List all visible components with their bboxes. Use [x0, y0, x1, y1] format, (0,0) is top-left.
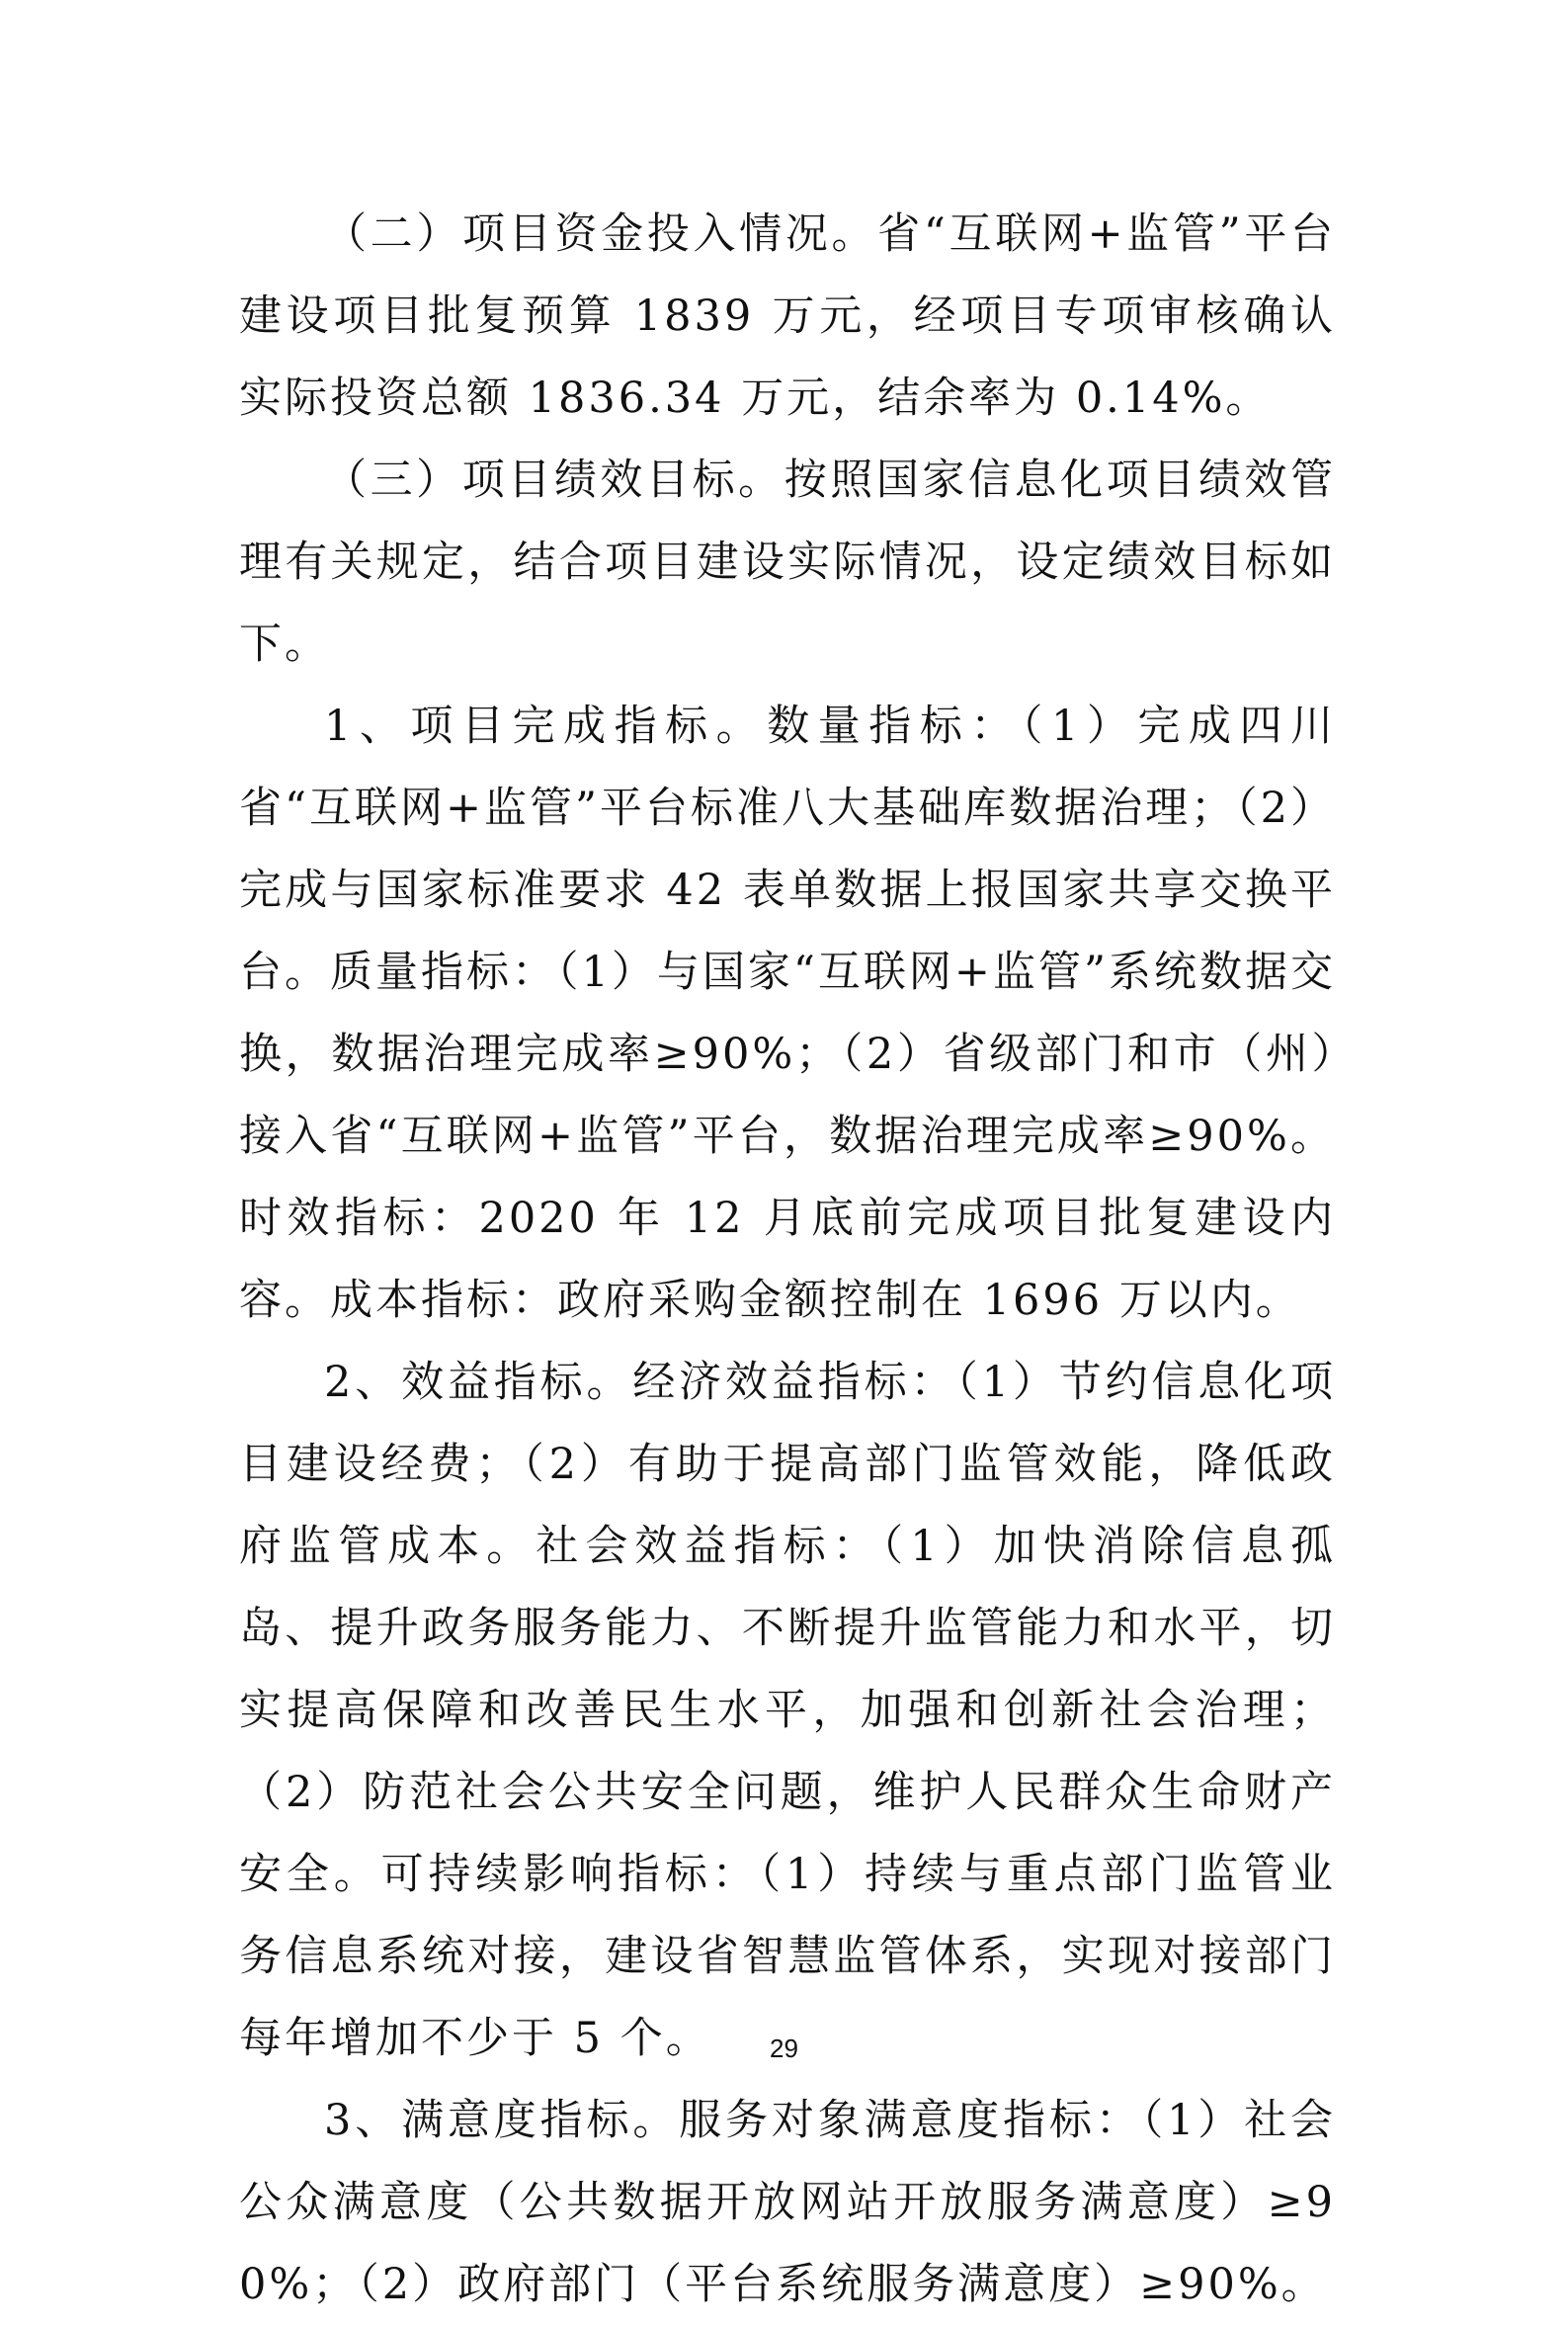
document-body	[239, 194, 1336, 2326]
paragraph-completion-indicators: 1、项目完成指标。数量指标：（1）完成四川省“互联网+监管”平台标准八大基础库数据治理；（2）完成与国家标准要求 42 表单数据上报国家共享交换平台。质量指标：（1）与国家“互联网+监管”系统数据交换，数据治理完成率≥90%；（2）省级部门和市（州）接入省“互联网+监管”平台，数据治理完成率≥90%。时效指标：2020 年 12 月底前完成项目批复建设内容。成本指标：政府采购金额控制在 1696 万以内。	[239, 702, 1336, 1325]
paragraph-benefit-indicators: 2、效益指标。经济效益指标：（1）节约信息化项目建设经费；（2）有助于提高部门监管效能，降低政府监管成本。社会效益指标：（1）加快消除信息孤岛、提升政务服务能力、不断提升监管能力和水平，切实提高保障和改善民生水平，加强和创新社会治理；（2）防范社会公共安全问题，维护人民群众生命财产安全。可持续影响指标：（1）持续与重点部门监管业务信息系统对接，建设省智慧监管体系，实现对接部门每年增加不少于 5 个。	[239, 1358, 1336, 2063]
paragraph-funding: （二）项目资金投入情况。省“互联网+监管”平台建设项目批复预算 1839 万元，经项目专项审核确认实际投资总额 1836.34 万元，结余率为 0.14%。	[239, 209, 1336, 423]
paragraph-performance-goals: （三）项目绩效目标。按照国家信息化项目绩效管理有关规定，结合项目建设实际情况，设定绩效目标如下。	[239, 456, 1336, 669]
paragraph-satisfaction-indicators: 3、满意度指标。服务对象满意度指标：（1）社会公众满意度（公共数据开放网站开放服务满意度）≥90%；（2）政府部门（平台系统服务满意度）≥90%。	[239, 2096, 1336, 2309]
page-number: 29	[770, 2034, 798, 2063]
